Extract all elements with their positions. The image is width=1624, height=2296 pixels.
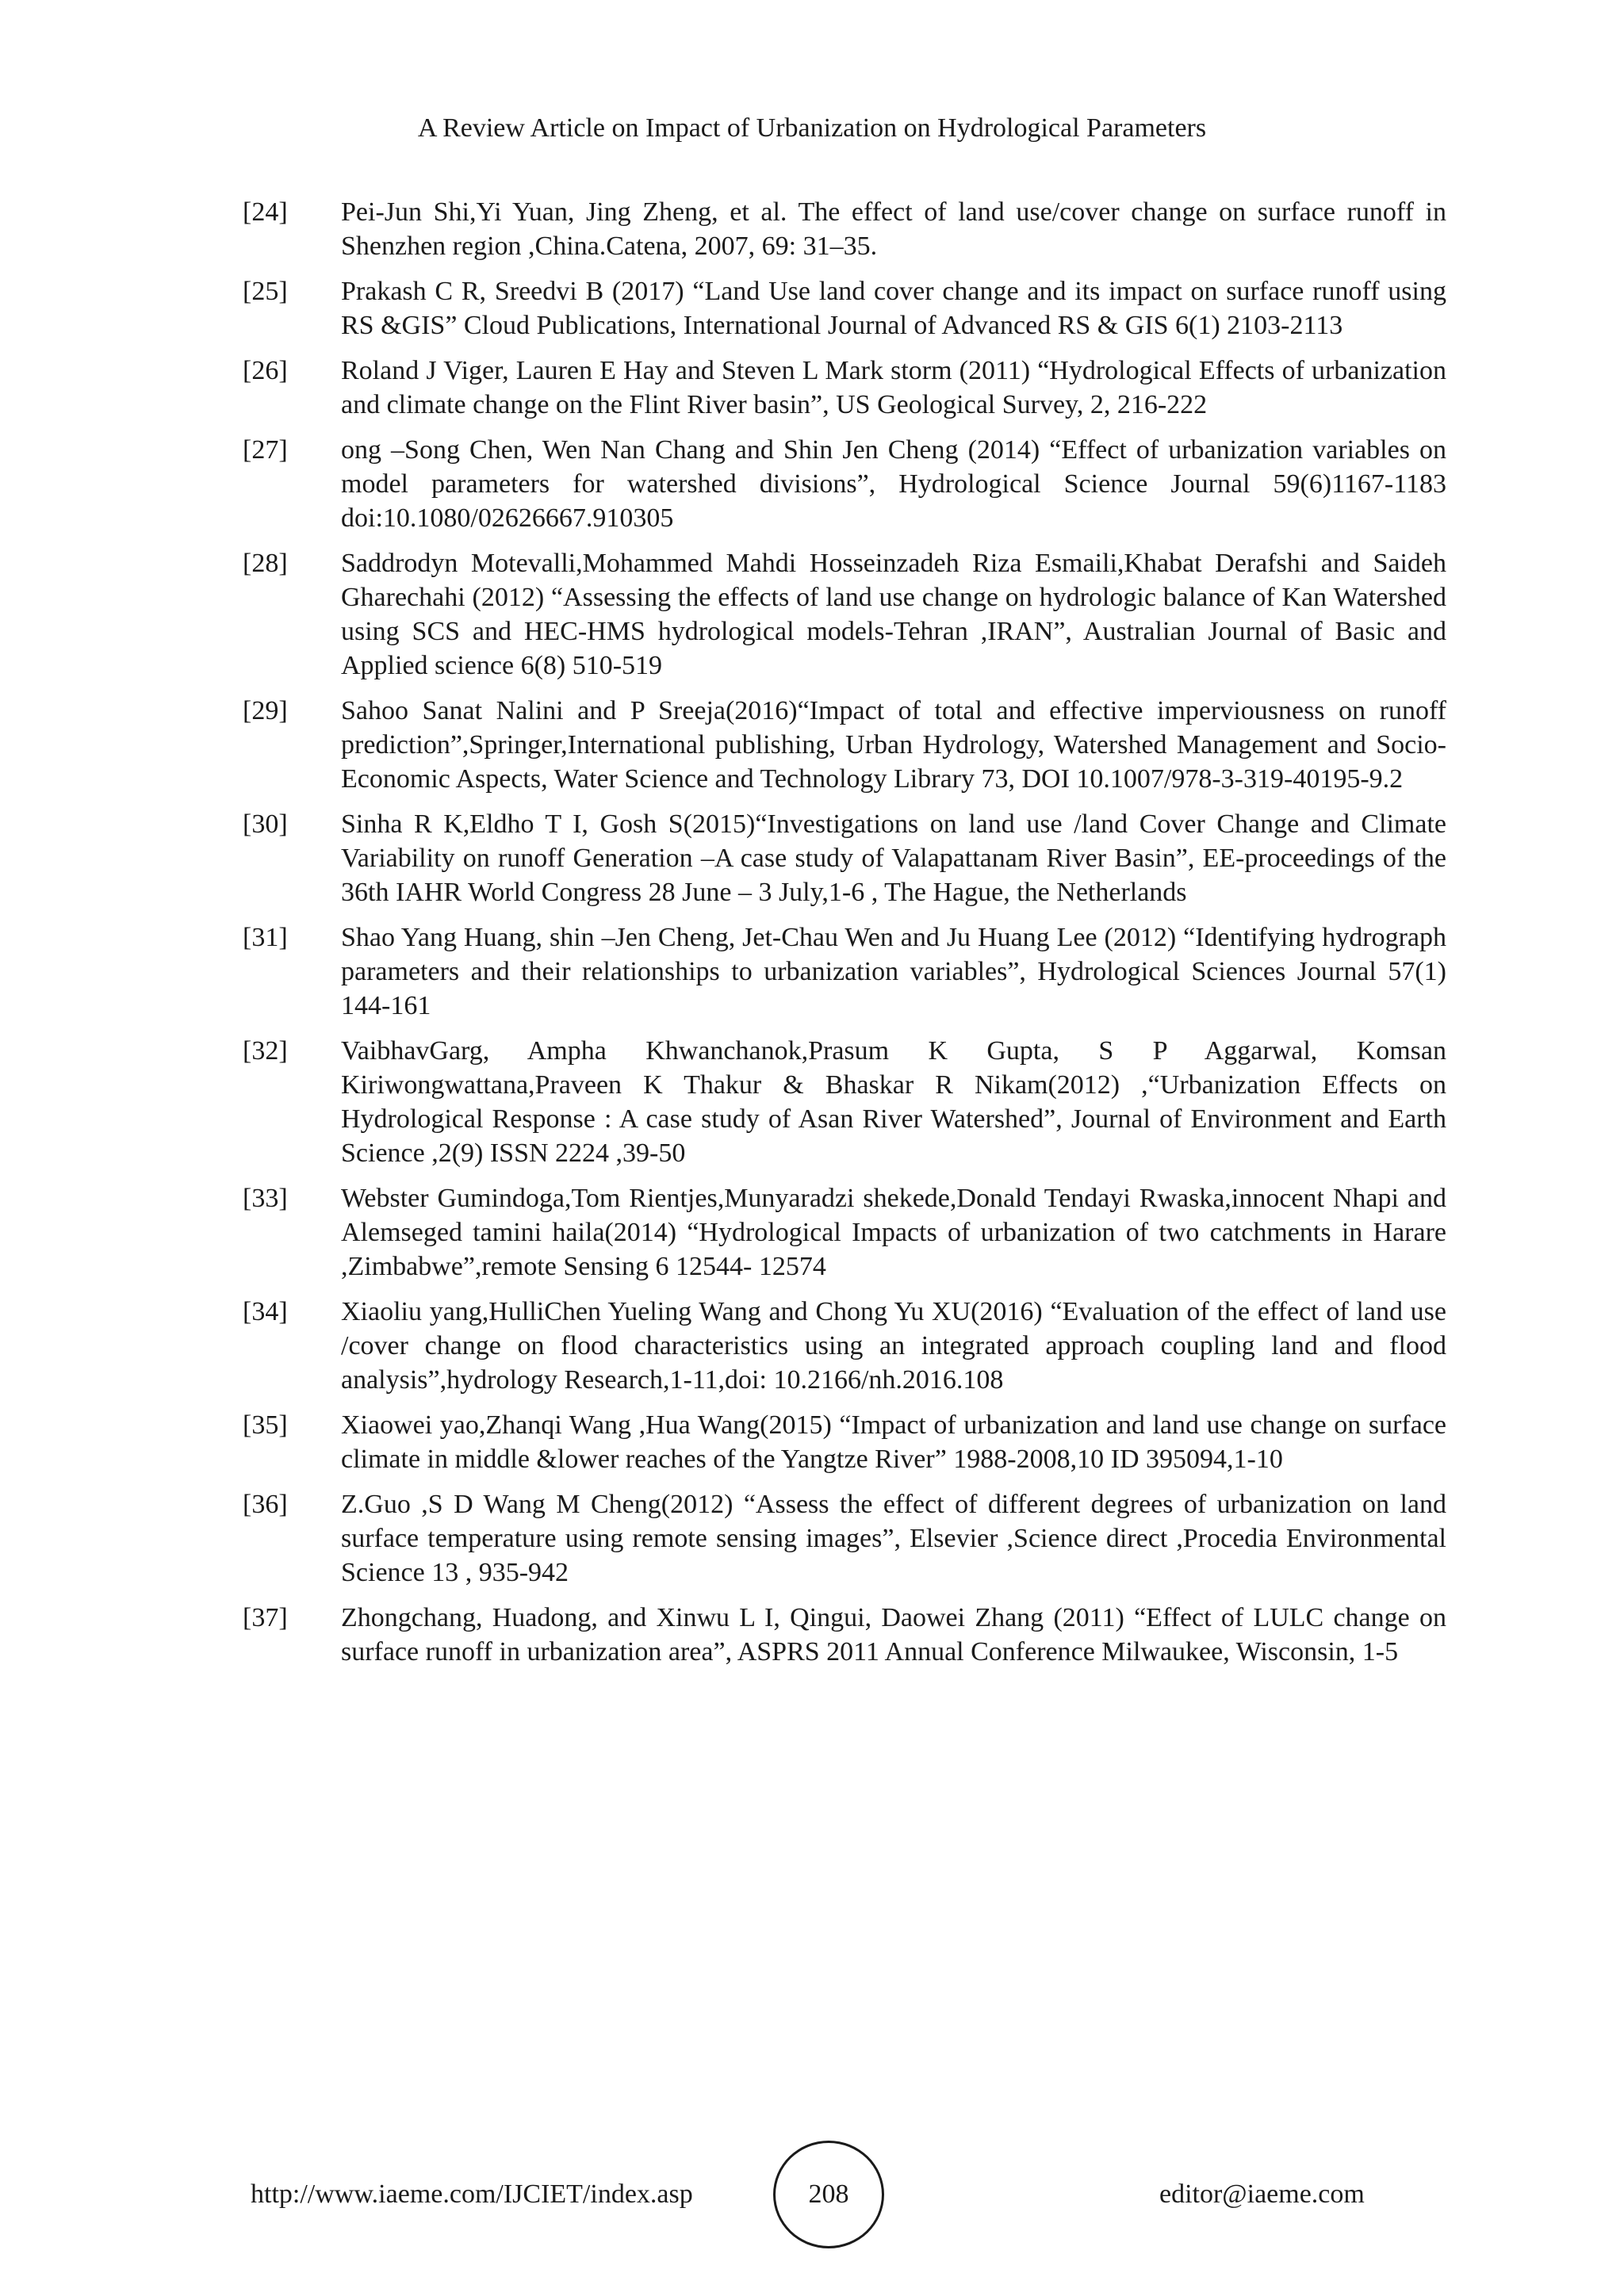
reference-text: Shao Yang Huang, shin –Jen Cheng, Jet-Chau Wen and Ju Huang Lee (2012) “Identifying hydrograph parameters and their relationships to urbanization variables”, Hydrological Sciences Journal 57(1) 144-161 bbox=[341, 923, 1446, 1020]
reference-list bbox=[243, 195, 1446, 1680]
reference-item bbox=[243, 1601, 1446, 1669]
reference-text: Roland J Viger, Lauren E Hay and Steven L Mark storm (2011) “Hydrological Effects of urbanization and climate change on the Flint River basin”, US Geological Survey, 2, 216-222 bbox=[341, 356, 1446, 419]
reference-item bbox=[243, 1181, 1446, 1284]
page-footer bbox=[0, 2141, 1624, 2252]
reference-number: [30] bbox=[243, 809, 288, 839]
footer-email-link[interactable]: editor@iaeme.com bbox=[1159, 2179, 1365, 2209]
reference-item bbox=[243, 694, 1446, 796]
reference-text: Xiaowei yao,Zhanqi Wang ,Hua Wang(2015) “Impact of urbanization and land use change on surface climate in middle &lower reaches of the Yangtze River” 1988-2008,10 ID 395094,1-10 bbox=[341, 1410, 1446, 1474]
reference-text: Z.Guo ,S D Wang M Cheng(2012) “Assess the effect of different degrees of urbanization on land surface temperature using remote sensing images”, Elsevier ,Science direct ,Procedia Environmental Science 13 , 935-942 bbox=[341, 1490, 1446, 1587]
reference-number: [35] bbox=[243, 1410, 288, 1440]
reference-number: [32] bbox=[243, 1036, 288, 1066]
reference-number: [37] bbox=[243, 1603, 288, 1632]
page-number-circle bbox=[773, 2141, 884, 2248]
reference-item bbox=[243, 433, 1446, 535]
reference-text: Saddrodyn Motevalli,Mohammed Mahdi Hosseinzadeh Riza Esmaili,Khabat Derafshi and Saideh Gharechahi (2012) “Assessing the effects of land use change on hydrologic balance of Kan Watershed using SCS and HEC-HMS hydrological models-Tehran ,IRAN”, Australian Journal of Basic and Applied science 6(8) 510-519 bbox=[341, 549, 1446, 680]
reference-number: [29] bbox=[243, 696, 288, 725]
reference-item bbox=[243, 274, 1446, 342]
reference-item bbox=[243, 1408, 1446, 1476]
reference-number: [26] bbox=[243, 356, 288, 385]
reference-item bbox=[243, 195, 1446, 263]
reference-number: [36] bbox=[243, 1490, 288, 1519]
reference-item bbox=[243, 1487, 1446, 1590]
reference-item bbox=[243, 807, 1446, 909]
reference-text: Xiaoliu yang,HulliChen Yueling Wang and Chong Yu XU(2016) “Evaluation of the effect of land use /cover change on flood characteristics using an integrated approach coupling land and flood analysis”,hydrology Research,1-11,doi: 10.2166/nh.2016.108 bbox=[341, 1297, 1446, 1395]
reference-number: [34] bbox=[243, 1297, 288, 1326]
running-title: A Review Article on Impact of Urbanization on Hydrological Parameters bbox=[417, 113, 1207, 143]
reference-text: Zhongchang, Huadong, and Xinwu L I, Qingui, Daowei Zhang (2011) “Effect of LULC change on surface runoff in urbanization area”, ASPRS 2011 Annual Conference Milwaukee, Wisconsin, 1-5 bbox=[341, 1603, 1446, 1667]
reference-text: VaibhavGarg, Ampha Khwanchanok,Prasum K Gupta, S P Aggarwal, Komsan Kiriwongwattana,Praveen K Thakur & Bhaskar R Nikam(2012) ,“Urbanization Effects on Hydrological Response : A case study of Asan River Watershed”, Journal of Environment and Earth Science ,2(9) ISSN 2224 ,39-50 bbox=[341, 1036, 1446, 1168]
reference-item bbox=[243, 920, 1446, 1023]
reference-number: [33] bbox=[243, 1184, 288, 1213]
reference-text: Prakash C R, Sreedvi B (2017) “Land Use land cover change and its impact on surface runoff using RS &GIS” Cloud Publications, International Journal of Advanced RS & GIS 6(1) 2103-2113 bbox=[341, 277, 1446, 340]
reference-number: [24] bbox=[243, 197, 288, 227]
reference-number: [25] bbox=[243, 277, 288, 306]
reference-item bbox=[243, 546, 1446, 683]
footer-journal-link[interactable]: http://www.iaeme.com/IJCIET/index.asp bbox=[251, 2179, 693, 2209]
reference-text: ong –Song Chen, Wen Nan Chang and Shin Jen Cheng (2014) “Effect of urbanization variables on model parameters for watershed divisions”, Hydrological Science Journal 59(6)1167-1183 doi:10.1080/02626667.910305 bbox=[341, 435, 1446, 533]
reference-number: [27] bbox=[243, 435, 288, 465]
reference-text: Webster Gumindoga,Tom Rientjes,Munyaradzi shekede,Donald Tendayi Rwaska,innocent Nhapi and Alemseged tamini haila(2014) “Hydrological Impacts of urbanization of two catchments in Harare ,Zimbabwe”,remote Sensing 6 12544- 12574 bbox=[341, 1184, 1446, 1281]
page-number: 208 bbox=[808, 2179, 849, 2209]
reference-number: [28] bbox=[243, 549, 288, 578]
reference-text: Sahoo Sanat Nalini and P Sreeja(2016)“Impact of total and effective imperviousness on runoff prediction”,Springer,International publishing, Urban Hydrology, Watershed Management and Socio-Economic Aspects, Water Science and Technology Library 73, DOI 10.1007/978-3-319-40195-9.2 bbox=[341, 696, 1446, 794]
reference-text: Sinha R K,Eldho T I, Gosh S(2015)“Investigations on land use /land Cover Change and Climate Variability on runoff Generation –A case study of Valapattanam River Basin”, EE-proceedings of the 36th IAHR World Congress 28 June – 3 July,1-6 , The Hague, the Netherlands bbox=[341, 809, 1446, 907]
reference-item bbox=[243, 1034, 1446, 1170]
reference-item bbox=[243, 354, 1446, 422]
reference-number: [31] bbox=[243, 923, 288, 952]
reference-item bbox=[243, 1295, 1446, 1397]
reference-text: Pei-Jun Shi,Yi Yuan, Jing Zheng, et al. The effect of land use/cover change on surface runoff in Shenzhen region ,China.Catena, 2007, 69: 31–35. bbox=[341, 197, 1446, 261]
